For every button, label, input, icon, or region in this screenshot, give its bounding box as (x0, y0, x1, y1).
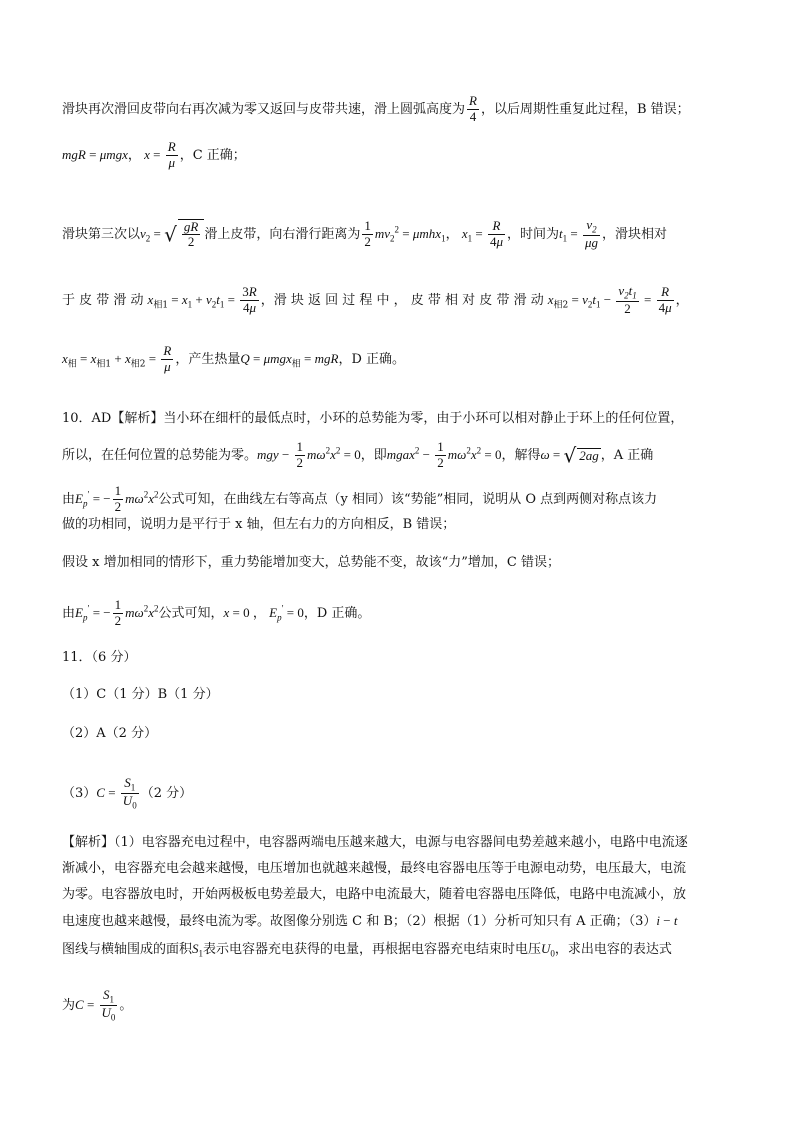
text: 滑块再次滑回皮带向右再次减为零又返回与皮带共速，滑上圆弧高度为 (62, 101, 466, 117)
text: ，D 正确。 (303, 605, 371, 621)
text: 由 (62, 491, 76, 507)
analysis-line-3 (62, 888, 686, 901)
text: （2 分） (140, 785, 193, 801)
text: ，时间为 (506, 226, 559, 242)
formula: mgR (62, 146, 86, 162)
text: 公式可知，在曲线左右等高点（y 相同）该“势能”相同，说明从 O 点到两侧对称点该力 (158, 491, 658, 507)
text: 渐减小，电容器充电会越来越慢，电压增加也就越来越慢，最终电容器电压等于电源电动势，电压最大，电流 (62, 861, 687, 876)
q10-line-5 (62, 556, 560, 569)
q10-line-4 (62, 518, 455, 531)
text: ，即 (360, 447, 387, 463)
text: 图线与横轴围成的面积 (62, 942, 193, 957)
q11-answer-3: （3）C = $\frac{S_1}{U_0}$ （2 分） (62, 775, 193, 811)
analysis-line-4: 电速度也越来越慢，最终电流为零。故图像分别选 C 和 B；（2）根据（1）分析可知只有 A 正确；（3）i − t (62, 913, 678, 929)
para-line-1 (62, 94, 690, 125)
text: ，C 正确； (179, 147, 246, 163)
text: 做的功相同，说明力是平行于 x 轴，但左右力的方向相反，B 错误； (62, 517, 456, 532)
text: ，D 正确。 (338, 351, 406, 367)
text: 滑上皮带，向右滑行距离为 (204, 226, 361, 242)
text: 为 (62, 997, 76, 1013)
text: ，滑块相对 (602, 226, 668, 242)
text: 电速度也越来越慢，最终电流为零。故图像分别选 C 和 B；（2）根据（1）分析可知只有 A 正确；（3） (62, 914, 657, 929)
text: （2）A（2 分） (62, 726, 158, 741)
para-line-5: $x_相 = x_{相1} + x_{相2}$ = $\frac{R}{\mu}$ ，产生热量Q = μmgx$_相$ = mgR，D 正确。 (62, 343, 406, 374)
para-line-2: mgR = μmgx， x = $\frac{R}{\mu}$ ，C 正确； (62, 139, 246, 170)
text: ，产生热量 (175, 351, 241, 367)
text: 假设 x 增加相同的情形下，重力势能增加变大，总势能不变，故该“力”增加，C 错误； (62, 555, 560, 570)
fraction-r-over-4: $\frac{R}{4}$ (469, 93, 477, 124)
text: 。 (119, 997, 133, 1013)
analysis-line-5: 图线与横轴围成的面积$S_1$表示电容器充电获得的电量，再根据电容器充电结束时电压$U_0$，求出电容的表达式 (62, 941, 672, 959)
text: （3） (62, 785, 97, 801)
text: 公式可知， (158, 605, 224, 621)
analysis-line-6: 为C = $\frac{S_1}{U_0}$ 。 (62, 987, 133, 1023)
text: 11．（6 分） (62, 650, 137, 665)
analysis-line-2 (62, 862, 686, 875)
text: 为零。电容器放电时，开始两极板电势差最大，电路中电流最大，随着电容器电压降低，电路中电流减小，放 (62, 887, 687, 902)
text: （1）C（1 分）B（1 分） (62, 687, 219, 702)
text: 表示电容器充电获得的电量，再根据电容器充电结束时电压 (203, 942, 542, 957)
text: 由 (62, 605, 76, 621)
analysis-line-1 (62, 836, 688, 849)
fraction-r-over-mu: $\frac{R}{\mu}$ (167, 139, 176, 170)
text: ，求出电容的表达式 (554, 942, 672, 957)
q11-answer-2 (62, 727, 157, 740)
text: ，以后周期性重复此过程，B 错误； (480, 101, 690, 117)
para-line-4: 于 皮 带 滑 动 $x_{相1} = x_1 + v_2t_1$ = $\frac{3R}{4\mu}$ ，滑 块 返 回 过 程 中 ， 皮 带 相 对 皮 带 滑 动 $x_{相2} = v_2t_1$ − $\frac{v_2t_1}{2}$ = $\frac{R}{4\mu}$ ， (62, 283, 689, 316)
q10-line-6: 由$E_p'$ = − $\frac{1}{2}$ $m\omega^2x^2$公式可知，x = 0 ， $E_p' = 0$，D 正确。 (62, 597, 371, 628)
text: 滑块第三次以 (62, 226, 141, 242)
q10-line-2: 所以，在任何位置的总势能为零。mgy − $\frac{1}{2}$ $m\omega^2x^2 = 0$，即mgax$^2$ − $\frac{1}{2}$ $m\omega^2x^2 = 0$，解得ω = √ 2ag ，A 正确 (62, 439, 654, 470)
q10-line-3: 由$E_p'$ = − $\frac{1}{2}$ $m\omega^2x^2$公式可知，在曲线左右等高点（y 相同）该“势能”相同，说明从 O 点到两侧对称点该力 (62, 483, 658, 514)
q10-heading (62, 412, 683, 425)
text: ，滑 块 返 回 过 程 中 ， 皮 带 相 对 皮 带 滑 动 (260, 292, 544, 308)
para-line-3: 滑块第三次以$v_2$ = √ $\frac{gR}{2}$ 滑上皮带，向右滑行距离为 $\frac{1}{2}$ $mv_2^2 = \mu mhx_1$， $x_1$ = $\frac{R}{4\mu}$ ，时间为$t_1$ = $\frac{v_2}{\mu g}$ ，滑块相对 (62, 217, 668, 250)
q11-answer-1 (62, 688, 219, 701)
text: 【解析】（1）电容器充电过程中，电容器两端电压越来越大，电源与电容器间电势差越来越小，电路中电流逐 (62, 835, 688, 850)
text: 于 皮 带 滑 动 (62, 292, 144, 308)
text: ，解得 (501, 447, 541, 463)
text: 10．AD【解析】当小环在细杆的最低点时，小环的总势能为零，由于小环可以相对静止于环上的任何位置， (62, 411, 684, 426)
text: 所以，在任何位置的总势能为零。 (62, 447, 258, 463)
q11-heading (62, 651, 136, 664)
text: ，A 正确 (600, 447, 654, 463)
